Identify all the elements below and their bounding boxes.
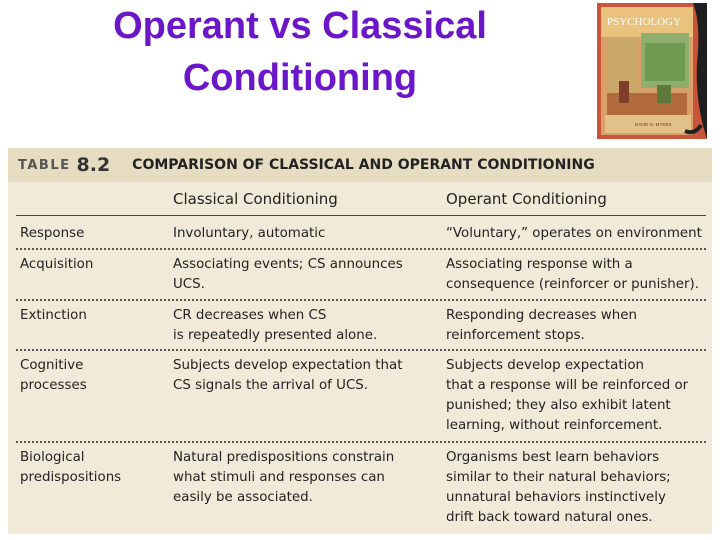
book-cover-icon bbox=[597, 3, 707, 139]
row-divider bbox=[16, 441, 706, 443]
book-author: DAVID G. MYERS bbox=[635, 122, 672, 127]
table-header-band bbox=[8, 148, 712, 182]
row-label-cognitive: Cognitive processes bbox=[20, 358, 87, 393]
cell-response-operant: “Voluntary,” operates on environment bbox=[446, 226, 702, 241]
cell-acquisition-operant: Associating response with a consequence (reinforcer or punisher). bbox=[446, 257, 700, 292]
cell-response-classical: Involuntary, automatic bbox=[173, 226, 326, 241]
table-label: TABLE bbox=[18, 157, 71, 173]
slide-title: Operant vs Classical Conditioning bbox=[113, 5, 487, 99]
row-label-biological: Biological predispositions bbox=[20, 450, 122, 485]
cell-cognitive-classical: Subjects develop expectation that CS signals the arrival of UCS. bbox=[173, 358, 403, 393]
cell-cognitive-operant: Subjects develop expectation that a response will be reinforced or punished; they also exhibit latent learning, without reinforcement. bbox=[446, 358, 689, 433]
cell-extinction-operant: Responding decreases when reinforcement stops. bbox=[446, 308, 637, 343]
cell-acquisition-classical: Associating events; CS announces UCS. bbox=[173, 257, 403, 292]
table-number: 8.2 bbox=[76, 154, 111, 176]
table-heading: COMPARISON OF CLASSICAL AND OPERANT CONDITIONING bbox=[132, 157, 595, 173]
row-divider bbox=[16, 299, 706, 301]
cell-biological-classical: Natural predispositions constrain what stimuli and responses can easily be associated. bbox=[173, 450, 395, 505]
column-header-classical: Classical Conditioning bbox=[173, 190, 338, 208]
row-label-response: Response bbox=[20, 226, 85, 241]
comparison-table bbox=[8, 148, 712, 534]
header-divider bbox=[16, 215, 706, 216]
cell-biological-operant: Organisms best learn behaviors similar to their natural behaviors; unnatural behaviors instinctively drift back toward natural ones. bbox=[446, 450, 671, 525]
row-divider bbox=[16, 248, 706, 250]
row-label-extinction: Extinction bbox=[20, 308, 87, 323]
column-header-operant: Operant Conditioning bbox=[446, 190, 607, 208]
cell-extinction-classical: CR decreases when CS is repeatedly presented alone. bbox=[173, 308, 378, 343]
row-label-acquisition: Acquisition bbox=[20, 257, 94, 272]
book-title: PSYCHOLOGY bbox=[607, 16, 681, 28]
row-divider bbox=[16, 349, 706, 351]
